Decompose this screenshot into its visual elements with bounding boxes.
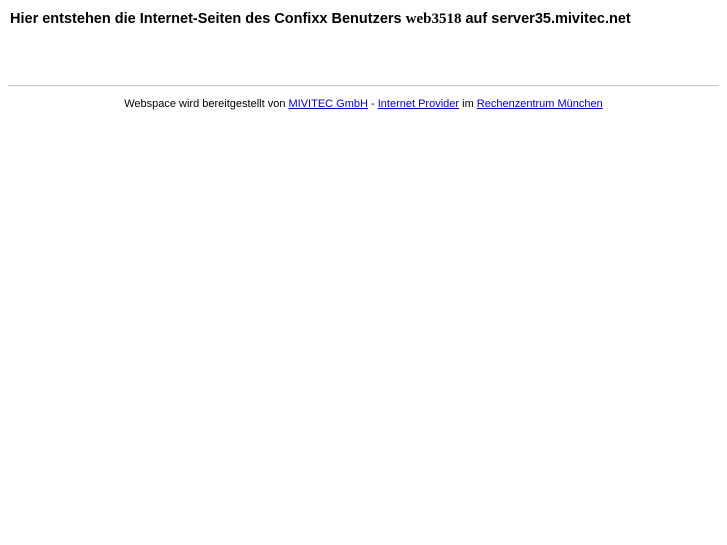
link-rechenzentrum-muenchen[interactable]: Rechenzentrum München: [476, 98, 603, 110]
footer-prefix: Webspace wird bereitgestellt von: [124, 98, 289, 110]
link-internet-provider[interactable]: Internet Provider: [377, 98, 460, 110]
content-spacer: [8, 28, 719, 85]
footer: [8, 97, 719, 111]
page-title: [10, 10, 719, 28]
link-mivitec-gmbh[interactable]: MIVITEC GmbH: [288, 98, 368, 110]
page-title-suffix: auf server35.mivitec.net: [461, 11, 631, 27]
footer-middle: im: [459, 98, 477, 110]
horizontal-divider: [8, 85, 719, 87]
confixx-username: web3518: [405, 11, 462, 27]
footer-separator: -: [367, 98, 378, 110]
page-title-prefix: Hier entstehen die Internet-Seiten des Confixx Benutzers: [10, 11, 406, 27]
